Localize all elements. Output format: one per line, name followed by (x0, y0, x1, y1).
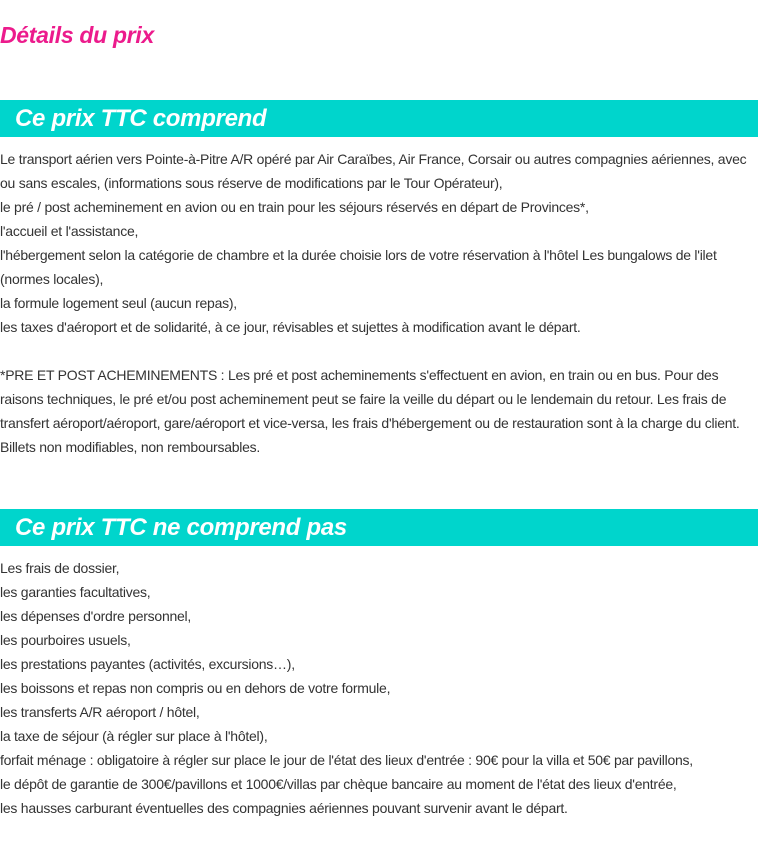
excluded-item: les hausses carburant éventuelles des compagnies aériennes pouvant survenir avant le départ. (0, 800, 568, 816)
acheminements-note-text: *PRE ET POST ACHEMINEMENTS : Les pré et post acheminements s'effectuent en avion, en train ou en bus. Pour des raisons techniques, le pré et/ou post acheminement peut se faire la veille du départ ou le lendemain du retour. Les frais de transfert aéroport/aéroport, gare/aéroport et vice-versa, les frais d'hébergement ou de restauration sont à la charge du client. Billets non modifiables, non remboursables. (0, 367, 740, 455)
excluded-item: la taxe de séjour (à régler sur place à l'hôtel), (0, 728, 268, 744)
included-item: les taxes d'aéroport et de solidarité, à ce jour, révisables et sujettes à modification avant le départ. (0, 319, 581, 335)
excluded-item: Les frais de dossier, (0, 560, 120, 576)
excluded-item: les pourboires usuels, (0, 632, 131, 648)
included-item: Le transport aérien vers Pointe-à-Pitre A/R opéré par Air Caraïbes, Air France, Corsair ou autres compagnies aériennes, avec ou sans escales, (informations sous réserve de modifications par le Tour Opérateur), (0, 151, 747, 191)
included-list (0, 147, 758, 339)
excluded-item: les dépenses d'ordre personnel, (0, 608, 192, 624)
included-item: le pré / post acheminement en avion ou en train pour les séjours réservés en départ de Provinces*, (0, 199, 589, 215)
excluded-item: les prestations payantes (activités, excursions…), (0, 656, 295, 672)
excluded-section-header (0, 509, 758, 546)
excluded-item: les transferts A/R aéroport / hôtel, (0, 704, 200, 720)
excluded-item: les garanties facultatives, (0, 584, 151, 600)
excluded-list (0, 556, 758, 820)
excluded-item: forfait ménage : obligatoire à régler sur place le jour de l'état des lieux d'entrée : 90€ pour la villa et 50€ par pavillons, (0, 752, 693, 768)
excluded-item: le dépôt de garantie de 300€/pavillons et 1000€/villas par chèque bancaire au moment de l'état des lieux d'entrée, (0, 776, 677, 792)
page-title: Détails du prix (0, 22, 154, 48)
excluded-heading: Ce prix TTC ne comprend pas (15, 514, 347, 541)
included-heading: Ce prix TTC comprend (15, 105, 267, 132)
acheminements-note (0, 363, 758, 459)
included-item: l'accueil et l'assistance, (0, 223, 139, 239)
excluded-item: les boissons et repas non compris ou en dehors de votre formule, (0, 680, 391, 696)
included-item: la formule logement seul (aucun repas), (0, 295, 237, 311)
included-section-header (0, 100, 758, 137)
included-item: l'hébergement selon la catégorie de chambre et la durée choisie lors de votre réservation à l'hôtel Les bungalows de l'ilet (normes locales), (0, 247, 717, 287)
